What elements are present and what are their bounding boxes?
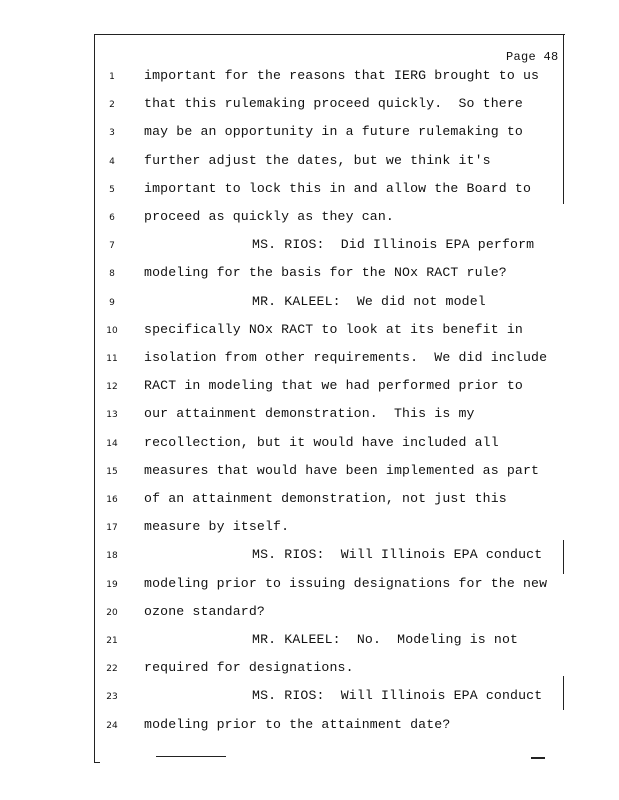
line-number: 20 bbox=[106, 607, 118, 618]
line-number: 1 bbox=[109, 72, 115, 82]
transcript-line bbox=[0, 237, 619, 257]
transcript-line bbox=[0, 547, 619, 567]
line-number: 23 bbox=[106, 692, 118, 703]
line-text: RACT in modeling that we had performed prior to bbox=[144, 378, 523, 394]
transcript-line bbox=[0, 124, 619, 144]
transcript-line bbox=[0, 96, 619, 116]
line-text: may be an opportunity in a future rulemaking to bbox=[144, 124, 523, 140]
line-text: ozone standard? bbox=[144, 603, 265, 619]
line-number: 8 bbox=[109, 269, 115, 280]
transcript-line bbox=[0, 406, 619, 426]
transcript-line bbox=[0, 378, 619, 398]
line-number: 17 bbox=[106, 523, 118, 534]
line-text: measures that would have been implemented as part bbox=[144, 462, 540, 478]
line-number: 13 bbox=[106, 410, 118, 421]
line-text: specifically NOx RACT to look at its benefit in bbox=[144, 321, 523, 337]
line-number: 15 bbox=[106, 466, 118, 477]
line-text: measure by itself. bbox=[144, 519, 290, 535]
line-number: 18 bbox=[106, 551, 118, 562]
line-text: important for the reasons that IERG brought to us bbox=[144, 68, 540, 83]
footer-mark bbox=[531, 757, 545, 759]
line-number: 16 bbox=[106, 495, 118, 505]
line-text: isolation from other requirements. We did include bbox=[144, 350, 548, 365]
transcript-line bbox=[0, 209, 619, 229]
transcript-line bbox=[0, 68, 619, 88]
line-text: MR. KALEEL: We did not model bbox=[252, 293, 486, 309]
line-text: MS. RIOS: Did Illinois EPA perform bbox=[252, 237, 535, 253]
transcript-line bbox=[0, 717, 619, 737]
line-text: required for designations. bbox=[144, 660, 354, 676]
line-number: 3 bbox=[109, 128, 115, 139]
line-text: MR. KALEEL: No. Modeling is not bbox=[252, 632, 519, 647]
line-text: MS. RIOS: Will Illinois EPA conduct bbox=[252, 547, 543, 563]
line-number: 12 bbox=[106, 382, 118, 393]
transcript-line bbox=[0, 350, 619, 370]
line-text: our attainment demonstration. This is my bbox=[144, 406, 475, 422]
line-number: 14 bbox=[106, 438, 118, 449]
transcript-line bbox=[0, 632, 619, 652]
transcript-line bbox=[0, 576, 619, 596]
line-number: 5 bbox=[109, 184, 115, 195]
line-text: modeling prior to the attainment date? bbox=[144, 716, 451, 732]
bottom-rule bbox=[94, 762, 100, 763]
line-number: 22 bbox=[106, 664, 118, 675]
transcript-line bbox=[0, 294, 619, 314]
page-number: Page 48 bbox=[506, 50, 559, 64]
line-number: 2 bbox=[109, 100, 115, 111]
transcript-line bbox=[0, 660, 619, 680]
line-text: important to lock this in and allow the Board to bbox=[144, 180, 532, 196]
line-number: 21 bbox=[106, 636, 118, 646]
line-number: 19 bbox=[106, 579, 118, 590]
line-number: 10 bbox=[106, 325, 118, 336]
line-text: of an attainment demonstration, not just this bbox=[144, 491, 507, 506]
transcript-line bbox=[0, 519, 619, 539]
line-text: further adjust the dates, but we think it's bbox=[144, 152, 491, 168]
line-text: proceed as quickly as they can. bbox=[144, 209, 394, 224]
line-number: 24 bbox=[106, 720, 118, 731]
transcript-line bbox=[0, 265, 619, 285]
transcript-line bbox=[0, 322, 619, 342]
transcript-line bbox=[0, 688, 619, 708]
transcript-line bbox=[0, 463, 619, 483]
line-number: 4 bbox=[109, 156, 115, 167]
transcript-line bbox=[0, 491, 619, 511]
transcript-line bbox=[0, 604, 619, 624]
line-number: 7 bbox=[109, 241, 115, 252]
line-text: MS. RIOS: Will Illinois EPA conduct bbox=[252, 688, 543, 704]
line-text: modeling prior to issuing designations for the new bbox=[144, 575, 548, 591]
transcript-line bbox=[0, 153, 619, 173]
transcript-line bbox=[0, 181, 619, 201]
transcript-line bbox=[0, 435, 619, 455]
line-text: recollection, but it would have included all bbox=[144, 434, 499, 450]
line-text: that this rulemaking proceed quickly. So there bbox=[144, 96, 523, 112]
footer-line bbox=[156, 756, 226, 757]
line-number: 6 bbox=[109, 213, 115, 223]
line-number: 11 bbox=[106, 354, 118, 364]
line-number: 9 bbox=[109, 297, 115, 308]
line-text: modeling for the basis for the NOx RACT rule? bbox=[144, 265, 507, 281]
